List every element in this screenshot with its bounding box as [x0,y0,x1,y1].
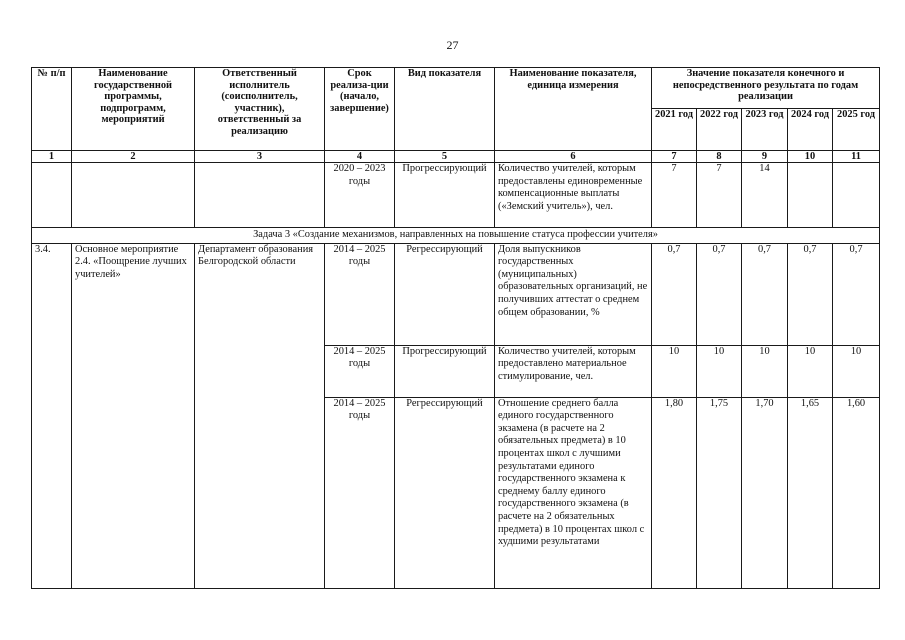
column-number: 6 [495,151,652,163]
row-value-2022: 7 [697,163,742,228]
row-value-2024 [788,163,833,228]
row-value-2023: 0,7 [742,243,788,345]
column-number: 5 [395,151,495,163]
header-indicator: Наименование показателя, единица измерения [495,68,652,151]
row-value-2025 [833,163,880,228]
header-row-1 [32,68,880,109]
header-period: Срок реализа-ции (начало, завершение) [325,68,395,151]
row-period: 2014 – 2025 годы [325,243,395,345]
header-kind: Вид показателя [395,68,495,151]
table-row [32,243,880,345]
column-number: 10 [788,151,833,163]
row-indicator: Доля выпускников государственных (муниципальных) образовательных организаций, не получивших аттестат о среднем общем образовании, % [495,243,652,345]
row-value-2022: 1,75 [697,397,742,588]
header-year-2021: 2021 год [652,109,697,151]
column-number: 1 [32,151,72,163]
column-number: 4 [325,151,395,163]
row-kind: Прогрессирующий [395,345,495,397]
header-program: Наименование государственной программы, подпрограмм, мероприятий [72,68,195,151]
column-number: 8 [697,151,742,163]
row-period: 2014 – 2025 годы [325,345,395,397]
column-number: 7 [652,151,697,163]
row-period: 2020 – 2023 годы [325,163,395,228]
column-number: 11 [833,151,880,163]
indicator-table [31,67,880,589]
row-value-2022: 10 [697,345,742,397]
row-kind: Регрессирующий [395,243,495,345]
row-number-cell [32,163,72,228]
column-number: 2 [72,151,195,163]
row-value-2024: 1,65 [788,397,833,588]
header-executor: Ответственный исполнитель (соисполнитель, участник), ответственный за реализацию [195,68,325,151]
header-year-2023: 2023 год [742,109,788,151]
row-value-2021: 0,7 [652,243,697,345]
row-value-2024: 0,7 [788,243,833,345]
task-title: Задача 3 «Создание механизмов, направленных на повышение статуса профессии учителя» [32,228,880,244]
header-year-2024: 2024 год [788,109,833,151]
row-period: 2014 – 2025 годы [325,397,395,588]
measure-number: 3.4. [32,243,72,588]
page-number: 27 [446,38,459,52]
measure-name: Основное мероприятие 2.4. «Поощрение лучших учителей» [72,243,195,588]
row-value-2023: 1,70 [742,397,788,588]
measure-executor: Департамент образования Белгородской области [195,243,325,588]
header-year-2022: 2022 год [697,109,742,151]
header-number: № п/п [32,68,72,151]
column-number-row [32,151,880,163]
row-program-cell [72,163,195,228]
row-value-2024: 10 [788,345,833,397]
row-value-2023: 14 [742,163,788,228]
row-executor-cell [195,163,325,228]
header-values-group: Значение показателя конечного и непосредственного результата по годам реализации [652,68,880,109]
row-indicator: Количество учителей, которым предоставлены единовременные компенсационные выплаты («Земский учитель»), чел. [495,163,652,228]
row-value-2025: 0,7 [833,243,880,345]
table-row [32,163,880,228]
column-number: 3 [195,151,325,163]
row-value-2021: 1,80 [652,397,697,588]
column-number: 9 [742,151,788,163]
row-value-2021: 7 [652,163,697,228]
header-year-2025: 2025 год [833,109,880,151]
row-indicator: Отношение среднего балла единого государственного экзамена (в расчете на 2 обязательных предмета) в 10 процентах школ с лучшими результатами единого государственного экзамена к среднему баллу единого государственного экзамена (в расчете на 2 обязательных предмета) в 10 процентах школ с худшими результатами [495,397,652,588]
row-indicator: Количество учителей, которым предоставлено материальное стимулирование, чел. [495,345,652,397]
row-value-2025: 1,60 [833,397,880,588]
row-kind: Регрессирующий [395,397,495,588]
indicator-table-frame [31,67,879,589]
task-row [32,228,880,244]
row-value-2022: 0,7 [697,243,742,345]
row-kind: Прогрессирующий [395,163,495,228]
row-value-2025: 10 [833,345,880,397]
row-value-2023: 10 [742,345,788,397]
row-value-2021: 10 [652,345,697,397]
